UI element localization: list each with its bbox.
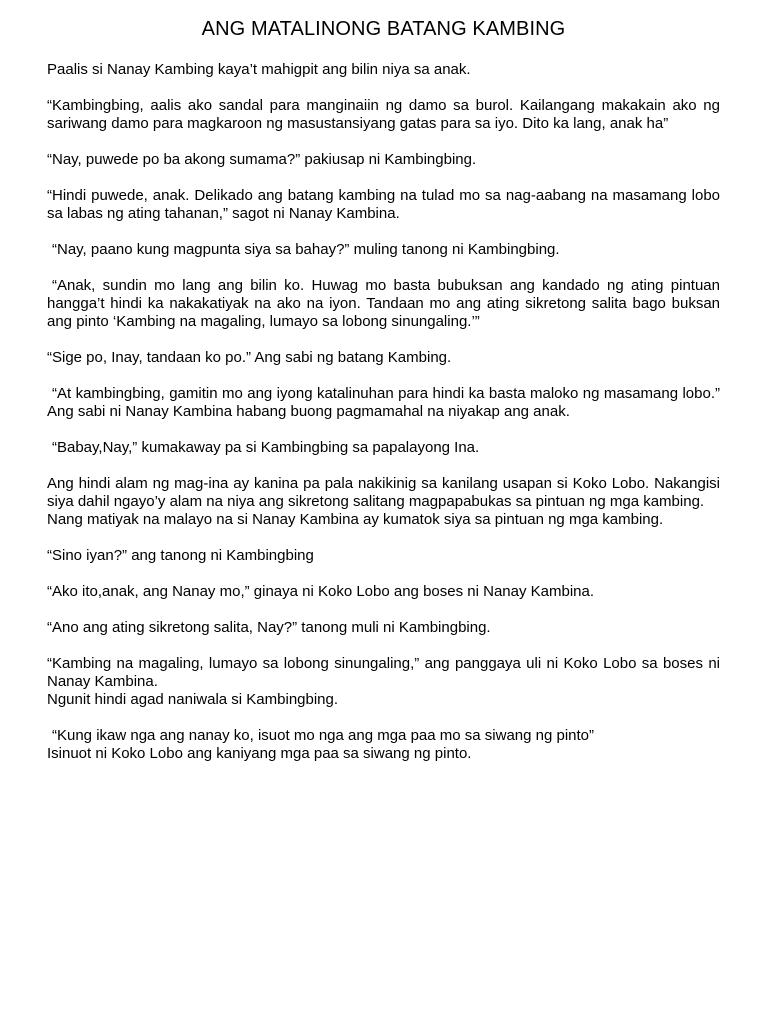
paragraph: “Kambingbing, aalis ako sandal para manginaiin ng damo sa burol. Kailangang makakain ako ng sariwang damo para magkaroon ng masustansiyang gatas para sa iyo. Dito ka lang, anak ha” xyxy=(47,97,720,132)
paragraph: “Babay,Nay,” kumakaway pa si Kambingbing sa papalayong Ina. xyxy=(52,439,480,456)
paragraph: “Kambing na magaling, lumayo sa lobong sinungaling,” ang panggaya uli ni Koko Lobo sa boses ni Nanay Kambina. xyxy=(47,655,720,690)
paragraph: “Sige po, Inay, tandaan ko po.” Ang sabi ng batang Kambing. xyxy=(47,349,452,366)
paragraph: “Anak, sundin mo lang ang bilin ko. Huwag mo basta bubuksan ang kandado ng ating pintuan hangga’t hindi ka nakakatiyak na ako na iyon. Tandaan mo ang ating sikretong salita bago buksan ang pinto ‘Kambing na magaling, lumayo sa lobong sinungaling.’” xyxy=(47,277,720,330)
paragraph: Isinuot ni Koko Lobo ang kaniyang mga paa sa siwang ng pinto. xyxy=(47,745,472,762)
paragraph: “At kambingbing, gamitin mo ang iyong katalinuhan para hindi ka basta maloko ng masamang lobo.” Ang sabi ni Nanay Kambina habang buong pagmamahal na niyakap ang anak. xyxy=(47,385,720,420)
paragraph: “Ano ang ating sikretong salita, Nay?” tanong muli ni Kambingbing. xyxy=(47,619,491,636)
paragraph: “Ako ito,anak, ang Nanay mo,” ginaya ni Koko Lobo ang boses ni Nanay Kambina. xyxy=(47,583,595,600)
story-body xyxy=(47,61,720,763)
paragraph: “Nay, puwede po ba akong sumama?” pakiusap ni Kambingbing. xyxy=(47,151,477,168)
paragraph: Ang hindi alam ng mag-ina ay kanina pa pala nakikinig sa kanilang usapan si Koko Lobo. Nakangisi siya dahil ngayo’y alam na niya ang sikretong salitang magpapabukas sa pintuan ng mga kambing. xyxy=(47,475,720,510)
paragraph: “Hindi puwede, anak. Delikado ang batang kambing na tulad mo sa nag-aabang na masamang lobo sa labas ng ating tahanan,” sagot ni Nanay Kambina. xyxy=(47,187,720,222)
paragraph: Paalis si Nanay Kambing kaya’t mahigpit ang bilin niya sa anak. xyxy=(47,61,471,78)
paragraph: Nang matiyak na malayo na si Nanay Kambina ay kumatok siya sa pintuan ng mga kambing. xyxy=(47,511,664,528)
paragraph: “Nay, paano kung magpunta siya sa bahay?” muling tanong ni Kambingbing. xyxy=(52,241,560,258)
paragraph: Ngunit hindi agad naniwala si Kambingbing. xyxy=(47,691,339,708)
paragraph: “Kung ikaw nga ang nanay ko, isuot mo nga ang mga paa mo sa siwang ng pinto” xyxy=(52,727,595,744)
document-title: ANG MATALINONG BATANG KAMBING xyxy=(201,18,566,40)
paragraph: “Sino iyan?” ang tanong ni Kambingbing xyxy=(47,547,314,564)
